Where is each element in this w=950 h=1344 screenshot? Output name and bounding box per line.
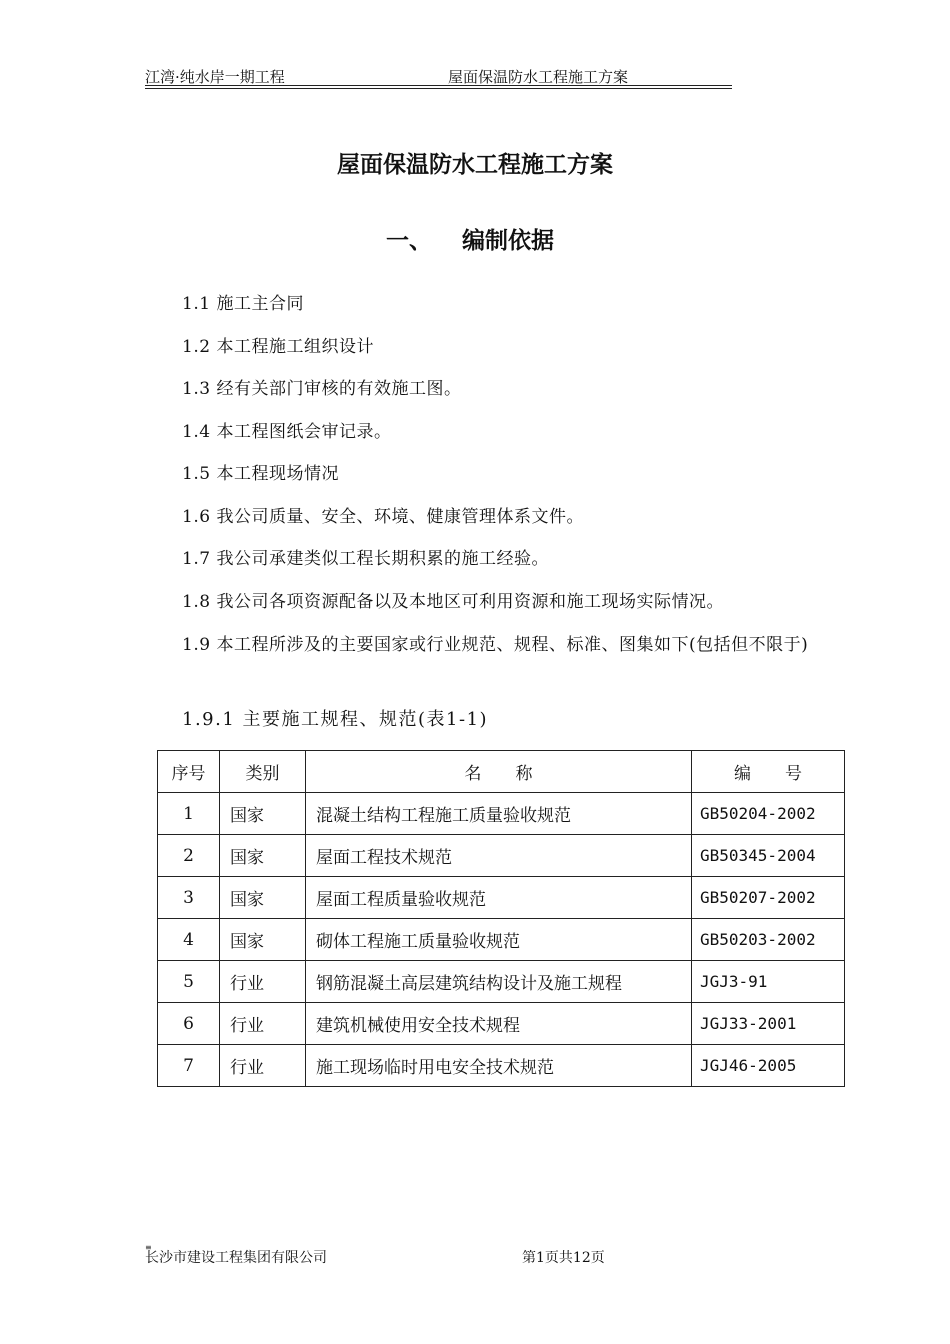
table-caption: 1.9.1 主要施工规程、规范(表1-1)	[182, 709, 489, 730]
cell-no: 3	[158, 877, 220, 919]
cell-category: 国家	[220, 919, 306, 961]
cell-no: 5	[158, 961, 220, 1003]
header-document-name: 屋面保温防水工程施工方案	[448, 68, 629, 86]
cell-name: 屋面工程质量验收规范	[306, 877, 692, 919]
document-title: 屋面保温防水工程施工方案	[337, 152, 613, 178]
cell-code: GB50207-2002	[692, 877, 845, 919]
cell-category: 行业	[220, 1045, 306, 1087]
list-item: 1.7 我公司承建类似工程长期积累的施工经验。	[182, 549, 549, 569]
cell-code: GB50345-2004	[692, 835, 845, 877]
section-heading-text: 编制依据	[462, 228, 554, 254]
cell-code: GB50204-2002	[692, 793, 845, 835]
header-cell-code: 编 号	[692, 751, 845, 793]
cell-code: JGJ3-91	[692, 961, 845, 1003]
header-rule	[145, 85, 732, 86]
table-row	[158, 961, 845, 1003]
list-item: 1.2 本工程施工组织设计	[182, 337, 374, 357]
list-item: 1.4 本工程图纸会审记录。	[182, 422, 392, 442]
table-row	[158, 1045, 845, 1087]
header-project-name: 江湾·纯水岸一期工程	[145, 68, 285, 86]
table-row	[158, 835, 845, 877]
cell-no: 4	[158, 919, 220, 961]
header-cell-name: 名 称	[306, 751, 692, 793]
list-item: 1.6 我公司质量、安全、环境、健康管理体系文件。	[182, 507, 584, 527]
cell-no: 1	[158, 793, 220, 835]
cell-category: 行业	[220, 961, 306, 1003]
cell-category: 行业	[220, 1003, 306, 1045]
cell-code: JGJ46-2005	[692, 1045, 845, 1087]
cell-no: 7	[158, 1045, 220, 1087]
standards-table	[157, 750, 845, 1087]
table-header-row	[158, 751, 845, 793]
table-row	[158, 1003, 845, 1045]
cell-code: JGJ33-2001	[692, 1003, 845, 1045]
cell-name: 混凝土结构工程施工质量验收规范	[306, 793, 692, 835]
cell-name: 建筑机械使用安全技术规程	[306, 1003, 692, 1045]
list-item: 1.1 施工主合同	[182, 294, 304, 314]
list-item: 1.9 本工程所涉及的主要国家或行业规范、规程、标准、图集如下(包括但不限于)	[182, 635, 809, 655]
footer-company: 长沙市建设工程集团有限公司	[145, 1250, 327, 1266]
section-number: 一、	[386, 228, 432, 254]
header-cell-no: 序号	[158, 751, 220, 793]
cell-category: 国家	[220, 793, 306, 835]
cell-no: 2	[158, 835, 220, 877]
table-row	[158, 877, 845, 919]
cell-code: GB50203-2002	[692, 919, 845, 961]
table-row	[158, 793, 845, 835]
cell-category: 国家	[220, 877, 306, 919]
list-item: 1.5 本工程现场情况	[182, 464, 339, 484]
footer-mark: ≡	[145, 1243, 152, 1252]
footer-page-number: 第1页共12页	[522, 1250, 605, 1266]
cell-no: 6	[158, 1003, 220, 1045]
header-cell-category: 类别	[220, 751, 306, 793]
table-row	[158, 919, 845, 961]
cell-category: 国家	[220, 835, 306, 877]
cell-name: 砌体工程施工质量验收规范	[306, 919, 692, 961]
section-heading	[386, 222, 554, 255]
header-rule	[145, 88, 732, 89]
list-item: 1.3 经有关部门审核的有效施工图。	[182, 379, 462, 399]
list-item: 1.8 我公司各项资源配备以及本地区可利用资源和施工现场实际情况。	[182, 592, 724, 612]
cell-name: 屋面工程技术规范	[306, 835, 692, 877]
cell-name: 施工现场临时用电安全技术规范	[306, 1045, 692, 1087]
cell-name: 钢筋混凝土高层建筑结构设计及施工规程	[306, 961, 692, 1003]
